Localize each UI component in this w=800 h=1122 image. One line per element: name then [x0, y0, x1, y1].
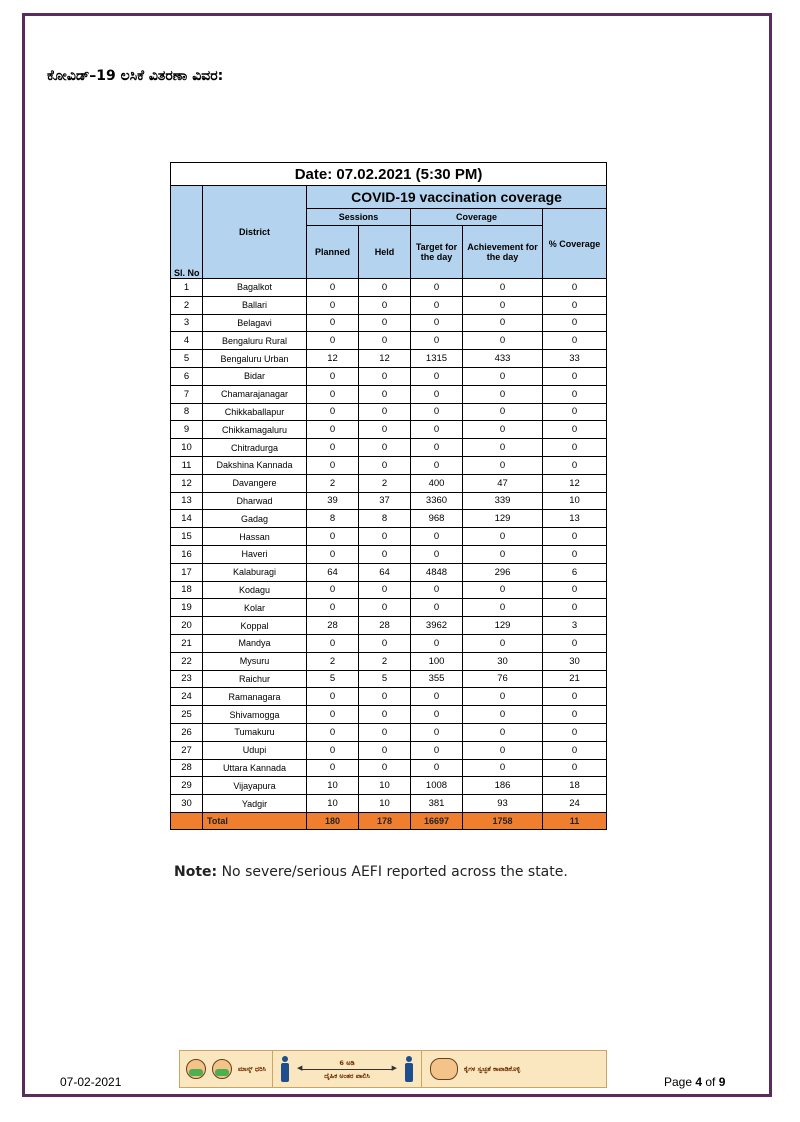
row-district: Vijayapura [203, 777, 307, 795]
row-pct-coverage: 0 [543, 723, 607, 741]
table-row [171, 777, 607, 795]
table-row [171, 385, 607, 403]
row-target: 0 [411, 706, 463, 724]
row-held: 0 [359, 314, 411, 332]
distance-value: 6 ಅಡಿ [339, 1058, 355, 1067]
row-target: 0 [411, 599, 463, 617]
row-held: 2 [359, 652, 411, 670]
row-held: 0 [359, 706, 411, 724]
row-planned: 0 [307, 439, 359, 457]
table-row [171, 456, 607, 474]
row-district: Haveri [203, 545, 307, 563]
row-held: 10 [359, 777, 411, 795]
row-held: 0 [359, 688, 411, 706]
mask-text: ಮಾಸ್ಕ್ ಧರಿಸಿ [238, 1065, 266, 1073]
row-district: Hassan [203, 528, 307, 546]
row-target: 0 [411, 403, 463, 421]
row-planned: 0 [307, 688, 359, 706]
handwash-text: ಕೈಗಳ ಸ್ವಚ್ಛತೆ ಕಾಪಾಡಿಕೊಳ್ಳಿ [464, 1065, 521, 1073]
total-pct: 11 [543, 812, 607, 829]
row-target: 0 [411, 723, 463, 741]
row-sl-no: 23 [171, 670, 203, 688]
header-achievement: Achievement for the day [463, 226, 543, 279]
row-target: 0 [411, 385, 463, 403]
header-pct-coverage: % Coverage [543, 209, 607, 279]
row-pct-coverage: 0 [543, 581, 607, 599]
double-arrow-icon [302, 1069, 392, 1070]
row-district: Kolar [203, 599, 307, 617]
row-sl-no: 19 [171, 599, 203, 617]
table-row [171, 759, 607, 777]
row-achievement: 0 [463, 741, 543, 759]
note-label: Note: [174, 864, 218, 880]
row-planned: 0 [307, 279, 359, 297]
row-pct-coverage: 0 [543, 421, 607, 439]
row-sl-no: 24 [171, 688, 203, 706]
row-pct-coverage: 0 [543, 528, 607, 546]
note [174, 864, 568, 880]
row-sl-no: 7 [171, 385, 203, 403]
row-held: 0 [359, 332, 411, 350]
table-row [171, 332, 607, 350]
row-target: 0 [411, 367, 463, 385]
row-achievement: 0 [463, 332, 543, 350]
row-target: 0 [411, 741, 463, 759]
table-row [171, 279, 607, 297]
table-row [171, 563, 607, 581]
row-pct-coverage: 3 [543, 617, 607, 635]
washing-hands-icon [430, 1058, 458, 1080]
row-held: 0 [359, 723, 411, 741]
row-planned: 0 [307, 367, 359, 385]
page-current: 4 [695, 1075, 703, 1089]
row-achievement: 0 [463, 367, 543, 385]
row-achievement: 296 [463, 563, 543, 581]
row-district: Belagavi [203, 314, 307, 332]
row-pct-coverage: 0 [543, 314, 607, 332]
row-achievement: 76 [463, 670, 543, 688]
row-pct-coverage: 0 [543, 385, 607, 403]
row-target: 1315 [411, 350, 463, 368]
row-sl-no: 16 [171, 545, 203, 563]
row-sl-no: 8 [171, 403, 203, 421]
row-pct-coverage: 30 [543, 652, 607, 670]
masked-face-icon [212, 1059, 232, 1079]
row-planned: 0 [307, 723, 359, 741]
row-planned: 0 [307, 706, 359, 724]
row-district: Bidar [203, 367, 307, 385]
row-sl-no: 12 [171, 474, 203, 492]
table-row [171, 795, 607, 813]
row-achievement: 0 [463, 599, 543, 617]
row-achievement: 0 [463, 545, 543, 563]
row-planned: 0 [307, 421, 359, 439]
row-achievement: 0 [463, 403, 543, 421]
header-planned: Planned [307, 226, 359, 279]
row-target: 4848 [411, 563, 463, 581]
row-target: 0 [411, 581, 463, 599]
header-target: Target for the day [411, 226, 463, 279]
row-held: 0 [359, 367, 411, 385]
table-row [171, 706, 607, 724]
row-held: 0 [359, 634, 411, 652]
vaccination-table [170, 162, 607, 830]
header-sessions: Sessions [307, 209, 411, 226]
row-district: Mandya [203, 634, 307, 652]
table-row [171, 599, 607, 617]
total-row [171, 812, 607, 829]
row-target: 100 [411, 652, 463, 670]
row-district: Dakshina Kannada [203, 456, 307, 474]
page-heading: ಕೋವಿಡ್–19 ಲಸಿಕೆ ವಿತರಣಾ ವಿವರ: [47, 68, 224, 84]
table-row [171, 688, 607, 706]
row-district: Kalaburagi [203, 563, 307, 581]
row-district: Davangere [203, 474, 307, 492]
row-sl-no: 11 [171, 456, 203, 474]
row-sl-no: 25 [171, 706, 203, 724]
row-planned: 8 [307, 510, 359, 528]
row-sl-no: 4 [171, 332, 203, 350]
row-planned: 10 [307, 795, 359, 813]
row-target: 0 [411, 314, 463, 332]
row-planned: 0 [307, 581, 359, 599]
table-row [171, 439, 607, 457]
row-target: 0 [411, 279, 463, 297]
row-pct-coverage: 0 [543, 403, 607, 421]
row-pct-coverage: 33 [543, 350, 607, 368]
mask-section [180, 1051, 272, 1087]
row-district: Bengaluru Urban [203, 350, 307, 368]
row-achievement: 93 [463, 795, 543, 813]
table-row [171, 492, 607, 510]
row-sl-no: 9 [171, 421, 203, 439]
row-held: 0 [359, 403, 411, 421]
row-target: 0 [411, 688, 463, 706]
row-district: Shivamogga [203, 706, 307, 724]
row-held: 0 [359, 759, 411, 777]
row-sl-no: 14 [171, 510, 203, 528]
table-body [171, 279, 607, 813]
row-district: Mysuru [203, 652, 307, 670]
header-sl-no: Sl. No [171, 186, 203, 279]
row-pct-coverage: 0 [543, 688, 607, 706]
total-planned: 180 [307, 812, 359, 829]
masked-face-icon [186, 1059, 206, 1079]
row-sl-no: 10 [171, 439, 203, 457]
page-number [664, 1075, 725, 1089]
row-sl-no: 17 [171, 563, 203, 581]
row-district: Bagalkot [203, 279, 307, 297]
row-target: 0 [411, 421, 463, 439]
row-planned: 0 [307, 741, 359, 759]
row-target: 0 [411, 456, 463, 474]
row-target: 1008 [411, 777, 463, 795]
table-row [171, 314, 607, 332]
row-achievement: 0 [463, 688, 543, 706]
table-row [171, 367, 607, 385]
row-pct-coverage: 24 [543, 795, 607, 813]
table-row [171, 510, 607, 528]
row-district: Kodagu [203, 581, 307, 599]
row-district: Gadag [203, 510, 307, 528]
row-pct-coverage: 0 [543, 279, 607, 297]
row-held: 0 [359, 296, 411, 314]
row-pct-coverage: 0 [543, 456, 607, 474]
row-planned: 0 [307, 456, 359, 474]
row-held: 0 [359, 528, 411, 546]
total-achievement: 1758 [463, 812, 543, 829]
row-planned: 2 [307, 474, 359, 492]
row-target: 0 [411, 528, 463, 546]
row-sl-no: 28 [171, 759, 203, 777]
table-row [171, 528, 607, 546]
row-held: 12 [359, 350, 411, 368]
row-achievement: 30 [463, 652, 543, 670]
row-district: Chitradurga [203, 439, 307, 457]
table-row [171, 296, 607, 314]
row-district: Ramanagara [203, 688, 307, 706]
row-planned: 2 [307, 652, 359, 670]
row-target: 3360 [411, 492, 463, 510]
person-icon [281, 1056, 289, 1082]
row-pct-coverage: 13 [543, 510, 607, 528]
row-district: Uttara Kannada [203, 759, 307, 777]
row-district: Dharwad [203, 492, 307, 510]
row-held: 0 [359, 421, 411, 439]
row-planned: 5 [307, 670, 359, 688]
row-district: Tumakuru [203, 723, 307, 741]
row-target: 0 [411, 759, 463, 777]
row-planned: 10 [307, 777, 359, 795]
row-planned: 0 [307, 314, 359, 332]
row-held: 0 [359, 545, 411, 563]
page-prefix: Page [664, 1075, 696, 1089]
row-pct-coverage: 0 [543, 741, 607, 759]
table-row [171, 634, 607, 652]
header-coverage: Coverage [411, 209, 543, 226]
row-target: 400 [411, 474, 463, 492]
row-district: Chikkamagaluru [203, 421, 307, 439]
row-target: 0 [411, 439, 463, 457]
table-row [171, 617, 607, 635]
row-sl-no: 30 [171, 795, 203, 813]
row-held: 8 [359, 510, 411, 528]
table-date: Date: 07.02.2021 (5:30 PM) [171, 163, 607, 186]
row-district: Yadgir [203, 795, 307, 813]
row-pct-coverage: 18 [543, 777, 607, 795]
row-held: 0 [359, 581, 411, 599]
row-planned: 0 [307, 599, 359, 617]
row-achievement: 0 [463, 279, 543, 297]
row-pct-coverage: 0 [543, 634, 607, 652]
row-district: Raichur [203, 670, 307, 688]
row-sl-no: 21 [171, 634, 203, 652]
row-district: Koppal [203, 617, 307, 635]
row-sl-no: 15 [171, 528, 203, 546]
row-held: 2 [359, 474, 411, 492]
row-planned: 0 [307, 332, 359, 350]
row-planned: 0 [307, 634, 359, 652]
table-row [171, 545, 607, 563]
row-sl-no: 1 [171, 279, 203, 297]
row-achievement: 186 [463, 777, 543, 795]
row-pct-coverage: 0 [543, 439, 607, 457]
total-held: 178 [359, 812, 411, 829]
vaccination-table-container [170, 162, 606, 830]
row-held: 28 [359, 617, 411, 635]
row-pct-coverage: 6 [543, 563, 607, 581]
row-pct-coverage: 21 [543, 670, 607, 688]
table-row [171, 581, 607, 599]
table-row [171, 474, 607, 492]
row-achievement: 0 [463, 439, 543, 457]
row-target: 0 [411, 634, 463, 652]
distance-section [272, 1051, 421, 1087]
row-held: 10 [359, 795, 411, 813]
header-held: Held [359, 226, 411, 279]
row-achievement: 0 [463, 421, 543, 439]
row-achievement: 0 [463, 385, 543, 403]
row-district: Bengaluru Rural [203, 332, 307, 350]
row-district: Chikkaballapur [203, 403, 307, 421]
row-achievement: 0 [463, 296, 543, 314]
distance-indicator [297, 1059, 397, 1080]
person-icon [405, 1056, 413, 1082]
table-row [171, 421, 607, 439]
row-target: 0 [411, 332, 463, 350]
row-achievement: 47 [463, 474, 543, 492]
footer-date: 07-02-2021 [60, 1075, 122, 1089]
row-target: 355 [411, 670, 463, 688]
row-held: 0 [359, 279, 411, 297]
row-sl-no: 5 [171, 350, 203, 368]
row-held: 5 [359, 670, 411, 688]
row-planned: 0 [307, 296, 359, 314]
total-target: 16697 [411, 812, 463, 829]
row-held: 0 [359, 385, 411, 403]
row-target: 0 [411, 545, 463, 563]
table-row [171, 741, 607, 759]
row-pct-coverage: 0 [543, 367, 607, 385]
row-target: 0 [411, 296, 463, 314]
row-achievement: 0 [463, 581, 543, 599]
row-sl-no: 18 [171, 581, 203, 599]
table-row [171, 350, 607, 368]
row-pct-coverage: 12 [543, 474, 607, 492]
row-sl-no: 3 [171, 314, 203, 332]
row-planned: 28 [307, 617, 359, 635]
table-row [171, 652, 607, 670]
row-sl-no: 6 [171, 367, 203, 385]
row-achievement: 0 [463, 314, 543, 332]
row-held: 64 [359, 563, 411, 581]
row-achievement: 0 [463, 528, 543, 546]
row-planned: 0 [307, 385, 359, 403]
table-row [171, 403, 607, 421]
row-pct-coverage: 0 [543, 296, 607, 314]
row-sl-no: 22 [171, 652, 203, 670]
covid-guidelines-banner [179, 1050, 607, 1088]
table-row [171, 670, 607, 688]
row-planned: 0 [307, 528, 359, 546]
row-sl-no: 13 [171, 492, 203, 510]
handwash-section [421, 1051, 526, 1087]
row-pct-coverage: 0 [543, 759, 607, 777]
row-planned: 39 [307, 492, 359, 510]
row-held: 0 [359, 439, 411, 457]
row-pct-coverage: 0 [543, 545, 607, 563]
row-district: Ballari [203, 296, 307, 314]
row-held: 0 [359, 456, 411, 474]
row-target: 968 [411, 510, 463, 528]
row-achievement: 339 [463, 492, 543, 510]
row-planned: 64 [307, 563, 359, 581]
row-planned: 12 [307, 350, 359, 368]
note-text: No severe/serious AEFI reported across the state. [217, 864, 568, 880]
row-achievement: 0 [463, 723, 543, 741]
row-achievement: 0 [463, 634, 543, 652]
total-sl [171, 812, 203, 829]
row-pct-coverage: 0 [543, 599, 607, 617]
row-achievement: 0 [463, 456, 543, 474]
table-row [171, 723, 607, 741]
row-held: 37 [359, 492, 411, 510]
row-sl-no: 2 [171, 296, 203, 314]
row-achievement: 129 [463, 510, 543, 528]
coverage-title: COVID-19 vaccination coverage [307, 186, 607, 209]
row-target: 3962 [411, 617, 463, 635]
distance-text: ದೈಹಿಕ ಅಂತರ ಪಾಲಿಸಿ [324, 1071, 370, 1080]
row-sl-no: 26 [171, 723, 203, 741]
row-planned: 0 [307, 545, 359, 563]
row-sl-no: 20 [171, 617, 203, 635]
page-of: of [702, 1075, 719, 1089]
page-total: 9 [718, 1075, 726, 1089]
row-sl-no: 29 [171, 777, 203, 795]
row-achievement: 433 [463, 350, 543, 368]
row-achievement: 0 [463, 706, 543, 724]
row-sl-no: 27 [171, 741, 203, 759]
row-target: 381 [411, 795, 463, 813]
row-held: 0 [359, 741, 411, 759]
header-district: District [203, 186, 307, 279]
row-district: Udupi [203, 741, 307, 759]
row-held: 0 [359, 599, 411, 617]
row-planned: 0 [307, 759, 359, 777]
row-achievement: 0 [463, 759, 543, 777]
row-pct-coverage: 0 [543, 332, 607, 350]
row-district: Chamarajanagar [203, 385, 307, 403]
row-achievement: 129 [463, 617, 543, 635]
row-planned: 0 [307, 403, 359, 421]
row-pct-coverage: 10 [543, 492, 607, 510]
row-pct-coverage: 0 [543, 706, 607, 724]
total-label: Total [203, 812, 307, 829]
